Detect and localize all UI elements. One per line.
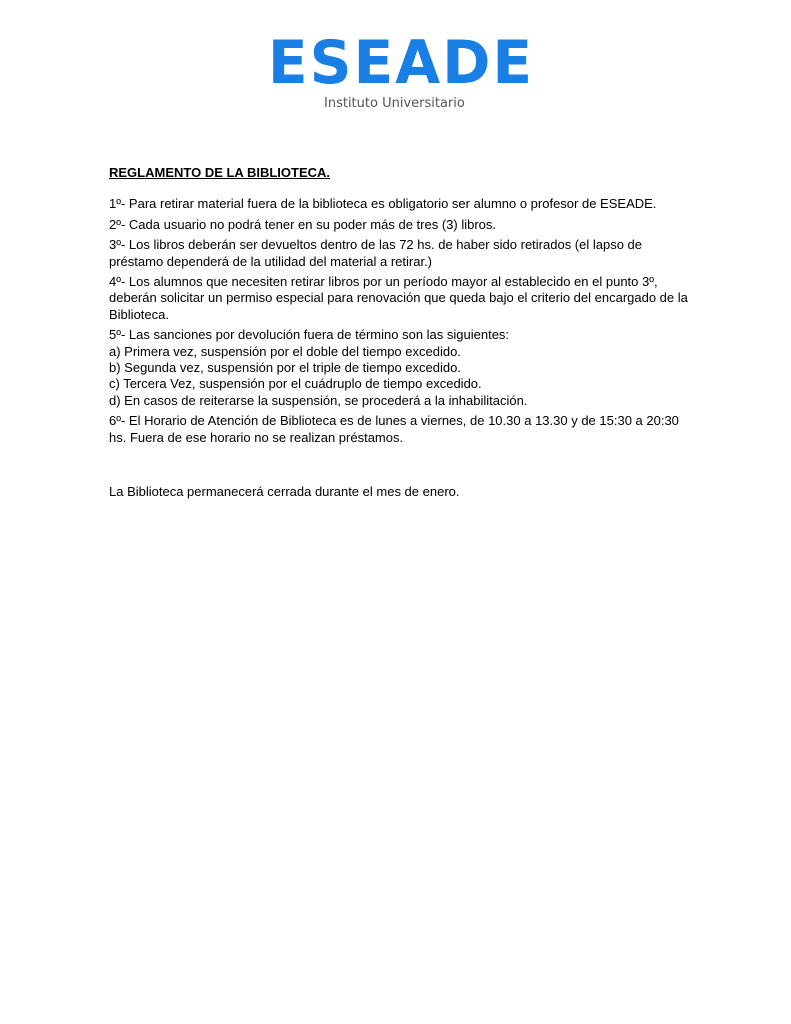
logo-wordmark: ESEADE [267,28,535,98]
rule-4: 4º- Los alumnos que necesiten retirar libros por un período mayor al establecido en el punto 3º, deberán solicitar un permiso especial para renovación que queda bajo el criterio del encargado de la Biblioteca. [109,274,688,322]
rule-3: 3º- Los libros deberán ser devueltos dentro de las 72 hs. de haber sido retirados (el lapso de préstamo dependerá de la utilidad del material a retirar.) [109,237,643,269]
rule-5-item-d: d) En casos de reiterarse la suspensión, se procederá a la inhabilitación. [109,392,528,408]
rule-2: 2º- Cada usuario no podrá tener en su poder más de tres (3) libros. [109,216,497,232]
regulation-document [109,165,689,501]
rule-6: 6º- El Horario de Atención de Biblioteca es de lunes a viernes, de 10.30 a 13.30 y de 15:30 a 20:30 hs. Fuera de ese horario no se realizan préstamos. [109,413,679,445]
eseade-logo [264,28,535,116]
rule-5-item-b: b) Segunda vez, suspensión por el triple de tiempo excedido. [109,360,461,376]
document-title: REGLAMENTO DE LA BIBLIOTECA. [109,165,330,180]
rule-5-item-a: a) Primera vez, suspensión por el doble del tiempo excedido. [109,343,461,359]
closing-note: La Biblioteca permanecerá cerrada durante el mes de enero. [109,484,460,500]
logo-subtitle: Instituto Universitario [324,96,465,111]
rule-1: 1º- Para retirar material fuera de la biblioteca es obligatorio ser alumno o profesor de ESEADE. [109,196,657,212]
rule-5 [109,327,689,409]
rule-5-intro: 5º- Las sanciones por devolución fuera de término son las siguientes: [109,327,510,343]
rule-5-item-c: c) Tercera Vez, suspensión por el cuádruplo de tiempo excedido. [109,376,482,392]
